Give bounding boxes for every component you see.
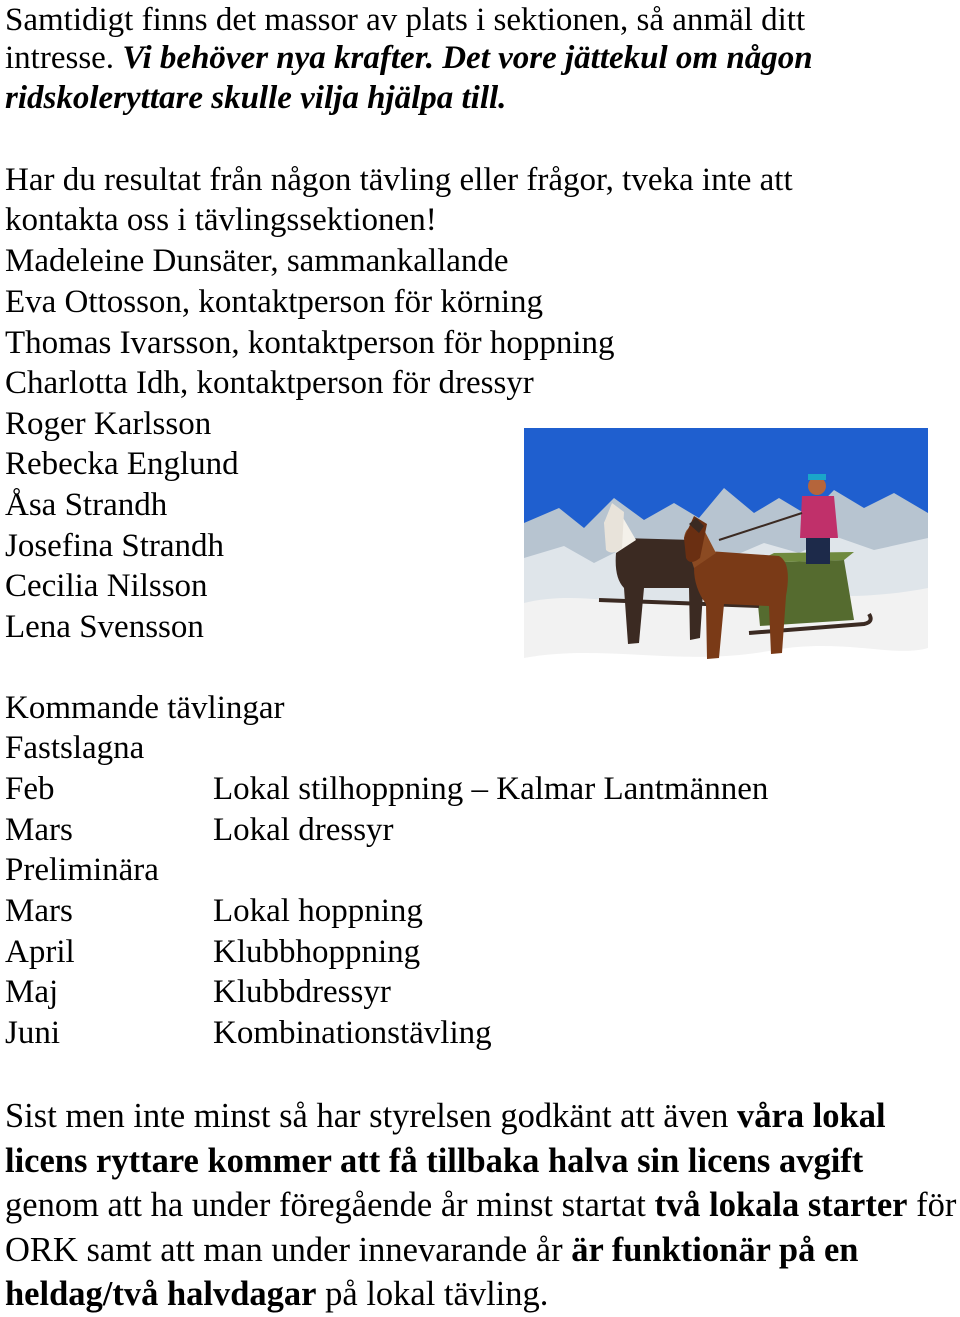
- intro-line-2-emphasis: Vi behöver nya krafter. Det vore jättekul om någon: [122, 40, 813, 76]
- confirmed-label: Fastslagna: [5, 730, 145, 766]
- driver-shirt: [800, 496, 838, 538]
- competition-event: Kombinationstävling: [213, 1015, 492, 1051]
- driver-legs: [806, 536, 830, 564]
- member-item: Josefina Strandh: [5, 528, 225, 564]
- closing-bold: är funktionär på en heldag/två halvdagar: [5, 1230, 859, 1313]
- closing-text: genom att ha under föregående år minst startat: [5, 1186, 655, 1224]
- competition-month: Maj: [5, 974, 59, 1010]
- contact-line-2: kontakta oss i tävlingssektionen!: [5, 202, 437, 238]
- member-item: Eva Ottosson, kontaktperson för körning: [5, 284, 544, 320]
- competition-event: Klubbhoppning: [213, 934, 421, 970]
- member-item: Charlotta Idh, kontaktperson för dressyr: [5, 365, 534, 401]
- competition-event: Klubbdressyr: [213, 974, 391, 1010]
- intro-line-3-emphasis: ridskoleryttare skulle vilja hjälpa till.: [5, 80, 507, 116]
- contact-line-1: Har du resultat från någon tävling eller frågor, tveka inte att: [5, 162, 793, 198]
- competition-month: Feb: [5, 771, 55, 807]
- preliminary-label: Preliminära: [5, 852, 159, 888]
- competition-month: Mars: [5, 893, 73, 929]
- competition-event: Lokal stilhoppning – Kalmar Lantmännen: [213, 771, 769, 807]
- member-item: Roger Karlsson: [5, 406, 212, 442]
- member-item: Madeleine Dunsäter, sammankallande: [5, 243, 509, 279]
- intro-line-1: Samtidigt finns det massor av plats i sektionen, så anmäl ditt: [5, 2, 806, 38]
- competition-event: Lokal dressyr: [213, 812, 394, 848]
- member-item: Cecilia Nilsson: [5, 568, 208, 604]
- closing-text: på lokal tävling.: [316, 1275, 549, 1313]
- member-item: Lena Svensson: [5, 609, 204, 645]
- closing-text: för ORK samt att man under innevarande år: [5, 1186, 957, 1269]
- member-item: Åsa Strandh: [5, 487, 168, 523]
- competition-month: April: [5, 934, 75, 970]
- competitions-heading: Kommande tävlingar: [5, 690, 285, 726]
- member-item: Thomas Ivarsson, kontaktperson för hoppning: [5, 325, 615, 361]
- competition-month: Juni: [5, 1015, 61, 1051]
- closing-bold: två lokala starter: [654, 1186, 908, 1224]
- closing-bold: våra lokal licens ryttare kommer att få tillbaka halva sin licens avgift: [5, 1097, 886, 1180]
- member-item: Rebecka Englund: [5, 446, 239, 482]
- driver-cap: [808, 474, 826, 480]
- competition-event: Lokal hoppning: [213, 893, 423, 929]
- intro-line-2-plain: intresse.: [5, 40, 123, 76]
- competition-month: Mars: [5, 812, 73, 848]
- license-refund-paragraph: [5, 1094, 957, 1317]
- closing-text: Sist men inte minst så har styrelsen godkänt att även: [5, 1097, 738, 1135]
- intro-line-2: [5, 38, 813, 78]
- horse-sled-illustration: [524, 428, 928, 708]
